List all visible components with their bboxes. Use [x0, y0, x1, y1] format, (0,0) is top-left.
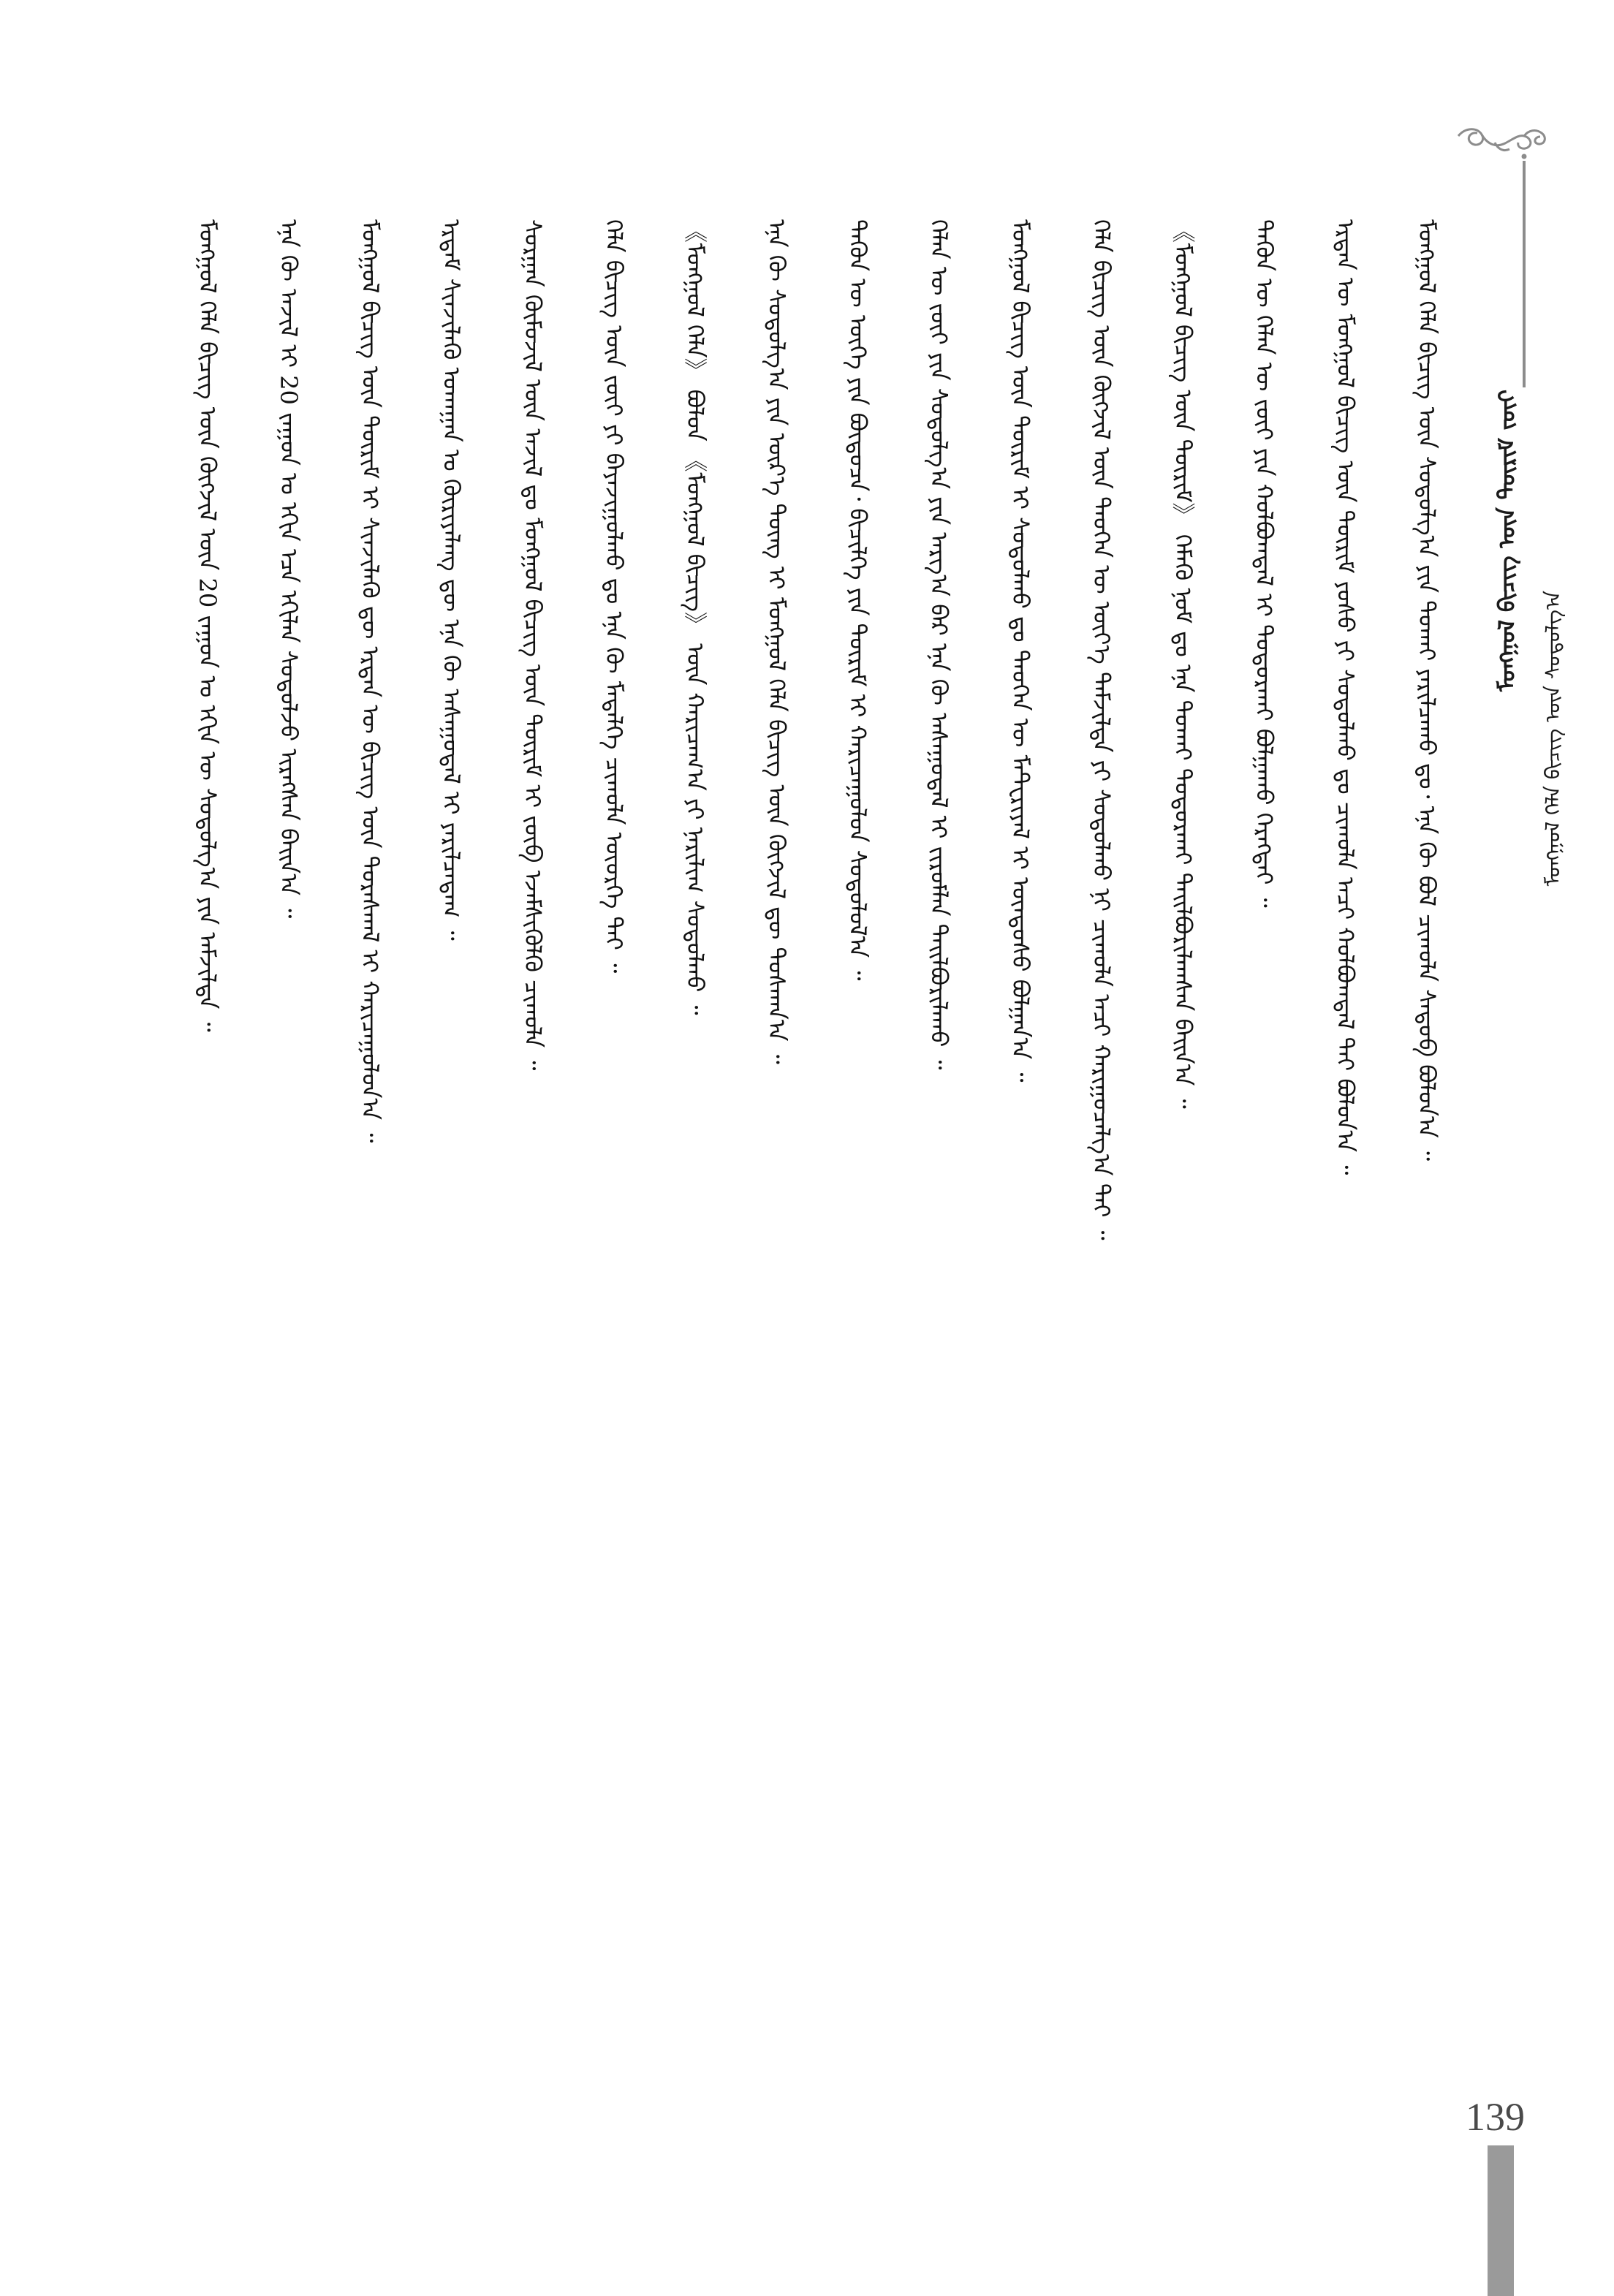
text-column: ᠮᠣᠩᠭᠣᠯ ᠬᠡᠯᠡ ᠪᠢᠴᠢᠭ᠌ ᠦᠨ ᠬᠥᠭᠵᠢᠯ ᠦᠨ 20 ᠵᠠᠭᠤᠨ ᠤ ᠡᠬᠢᠨ ᠦ ᠰᠤᠳᠤᠯᠭ᠎ᠠ ᠶᠢᠨ ᠠᠮᠵᠢᠯᠲᠠ ᠃	[194, 219, 221, 1032]
text-column: ᠡᠨᠡ ᠬᠦ ᠠᠵᠢᠯ ᠢ 20 ᠵᠠᠭᠤᠨ ᠤ ᠡᠬᠢᠨ ᠡᠴᠡ ᠡᠬᠢᠯᠡᠨ ᠰᠤᠳᠤᠯᠵᠤ ᠢᠷᠡᠭᠰᠡᠨ ᠪᠠᠢᠨ᠎ᠠ ᠃	[275, 219, 303, 919]
text-column: ᠮᠣᠩᠭᠣᠯ ᠪᠢᠴᠢᠭ᠌ ᠦᠨ ᠳᠦᠷᠢᠮ ᠢ ᠰᠢᠨᠵᠢᠯᠡᠬᠦ ᠳᠦ ᠡᠷᠲᠡᠨ ᠦ ᠪᠢᠴᠢᠭ᠌ ᠦᠨ ᠳᠤᠷᠠᠰᠬᠠᠯ ᠢ ᠬᠠᠷᠢᠴᠠᠭᠤᠯᠤᠨ᠎ᠠ ᠃	[356, 219, 384, 1143]
running-header	[1451, 123, 1575, 993]
text-column: ᠬᠡᠯᠡ ᠪᠢᠴᠢᠭ᠌ ᠦᠨ ᠬᠥᠭᠵᠢᠯ ᠦᠨ ᠲᠡᠦᠬᠡᠨ ᠦ ᠦᠶ᠎ᠡ ᠳᠠᠮᠵᠢᠯᠲᠠ ᠶᠢ ᠰᠤᠳᠤᠯᠬᠤ ᠨᠢ ᠴᠢᠬᠤᠯᠠ ᠠᠴᠢ ᠬᠠᠷᠢᠭᠤᠴᠠᠯᠭ᠎ᠠ ᠲᠠᠢ ᠃	[1088, 219, 1116, 1240]
page-number: 139	[1466, 2095, 1525, 2139]
text-column: ᠲᠡᠭᠦᠨ ᠦ ᠦᠭᠡ ᠶᠢᠨ ᠪᠦᠲᠦᠴᠡ᠂ ᠪᠢᠴᠢᠯᠭᠡ ᠶᠢᠨ ᠳᠦᠷᠢᠮ ᠢ ᠬᠠᠷᠢᠴᠠᠭᠤᠯᠤᠨ ᠰᠤᠳᠤᠯᠤᠯ᠎ᠠ ᠃	[844, 219, 872, 981]
body-text	[196, 219, 1439, 2186]
page-side-tab	[1488, 2145, 1514, 2296]
header-rule	[1523, 161, 1526, 387]
text-column: ᠮᠣᠩᠭᠣᠯ ᠬᠡᠯᠡ ᠪᠢᠴᠢᠭ᠌ ᠦᠨ ᠰᠤᠳᠤᠯᠭ᠎ᠠ ᠶᠢᠨ ᠲᠤᠬᠠᠢ ᠶᠠᠷᠢᠯᠴᠠᠬᠤ ᠳᠤ᠂ ᠡᠨᠡ ᠬᠦ ᠪᠣᠯ ᠴᠢᠬᠤᠯᠠ ᠰᠡᠳᠦᠪ ᠪᠣᠯᠤᠨ᠎ᠠ ᠃	[1412, 219, 1441, 1162]
text-column: ᠲᠡᠭᠦᠨ ᠦ ᠬᠡᠯᠡᠨ ᠦ ᠵᠦᠢ ᠶᠢᠨ ᠬᠣᠯᠪᠣᠭᠳᠠᠯ ᠢ ᠲᠣᠳᠣᠷᠬᠠᠢ ᠪᠣᠯᠭᠠᠬᠤ ᠬᠡᠷᠡᠭᠲᠡᠢ ᠃	[1250, 219, 1278, 908]
running-subtitle: ᠮᠣᠩᠭᠣᠯ ᠬᠡᠯᠡ ᠪᠢᠴᠢᠭ᠌ ᠦᠨ ᠰᠤᠳᠤᠯᠭ᠎ᠠ	[1541, 591, 1565, 887]
header-ornament-icon	[1451, 123, 1575, 174]
text-column: ᠮᠣᠩᠭᠣᠯ ᠪᠢᠴᠢᠭ᠌ ᠦᠨ ᠳᠦᠷᠢᠮ ᠢ ᠰᠤᠳᠤᠯᠬᠤ ᠳᠤ ᠲᠡᠦᠬᠡᠨ ᠦ ᠮᠠᠲ᠋ᠧᠷᠢᠶᠠᠯ ᠢ ᠦᠨᠳᠦᠰᠦ ᠪᠣᠯᠭᠠᠨ᠎ᠠ ᠃	[1006, 219, 1034, 1083]
text-column: 《ᠮᠣᠩᠭᠣᠯ ᠬᠡᠯᠡ》 ᠪᠣᠯᠤᠨ 《ᠮᠣᠩᠭᠣᠯ ᠪᠢᠴᠢᠭ᠌》 ᠦᠨ ᠬᠠᠷᠢᠴᠠᠭ᠎ᠠ ᠶᠢ ᠨᠠᠷᠢᠯᠢᠭ ᠰᠤᠳᠤᠯᠬᠤ ᠃	[681, 219, 710, 1015]
text-column: 《ᠮᠣᠩᠭᠣᠯ ᠪᠢᠴᠢᠭ᠌ ᠦᠨ ᠳᠦᠷᠢᠮ》 ᠬᠡᠮᠡᠬᠦ ᠨᠣᠮ ᠳᠤ ᠡᠨᠡ ᠲᠤᠬᠠᠢ ᠲᠣᠳᠣᠷᠬᠠᠢ ᠲᠠᠢᠯᠪᠤᠷᠢᠯᠠᠭᠰᠠᠨ ᠪᠠᠢᠨ᠎ᠠ ᠃	[1169, 219, 1197, 1109]
running-title: ᠮᠣᠩᠭᠣᠯ ᠪᠢᠴᠢᠭ᠌ ᠦᠨ ᠳᠦᠷᠢᠮ ᠵᠦᠢ	[1494, 390, 1520, 692]
text-column: ᠬᠡᠯᠡ ᠪᠢᠴᠢᠭ᠌ ᠦᠨ ᠵᠦᠢ ᠶᠢ ᠪᠠᠶᠠᠵᠢᠭᠤᠯᠬᠤ ᠳᠤ ᠡᠨᠡ ᠬᠦ ᠮᠡᠳᠡᠯᠭᠡ ᠴᠢᠬᠤᠯᠠ ᠦᠦᠷᠭᠡ ᠲᠡᠢ ᠃	[599, 219, 628, 974]
text-column: ᠰᠤᠷᠭᠠᠨ ᠬᠦᠮᠦᠵᠢᠯ ᠦᠨ ᠠᠵᠢᠯ ᠳᠤ ᠮᠣᠩᠭᠣᠯ ᠪᠢᠴᠢᠭ᠌ ᠦᠨ ᠳᠦᠷᠢᠮ ᠢ ᠵᠥᠪ ᠡᠵᠡᠮᠰᠢᠭᠦᠯᠬᠦ ᠴᠢᠬᠤᠯᠠ ᠃	[518, 219, 547, 1071]
text-column: ᠬᠡᠯᠡᠨ ᠦ ᠵᠦᠢ ᠶᠢᠨ ᠰᠤᠳᠤᠯᠭ᠎ᠠ ᠶᠢᠨ ᠠᠷᠭ᠎ᠠ ᠪᠠᠷ ᠡᠨᠡ ᠬᠦ ᠠᠰᠠᠭᠤᠳᠠᠯ ᠢ ᠵᠢᠷᠤᠮᠯᠠᠨ ᠲᠠᠢᠯᠪᠤᠷᠢᠯᠠᠬᠤ ᠃	[925, 219, 953, 1070]
text-column: ᠡᠷᠳᠡᠮ ᠰᠢᠨᠵᠢᠯᠡᠬᠦ ᠤᠬᠠᠭᠠᠨ ᠤ ᠬᠦᠷᠢᠶᠡᠯᠡᠩ ᠳᠦ ᠡᠨᠡ ᠬᠦ ᠠᠰᠠᠭᠤᠳᠠᠯ ᠢ ᠶᠠᠷᠢᠯᠴᠠᠳᠠᠭ ᠃	[437, 219, 466, 941]
text-column: ᠡᠷᠲᠡᠨ ᠦ ᠮᠣᠩᠭᠣᠯ ᠪᠢᠴᠢᠭ᠌ ᠦᠨ ᠳᠦᠷᠢᠮ ᠶᠣᠰᠤ ᠶᠢ ᠰᠤᠳᠤᠯᠬᠤ ᠳᠤ ᠴᠢᠬᠤᠯᠠ ᠠᠴᠢ ᠬᠤᠯᠪᠣᠭᠳᠠᠯ ᠲᠠᠢ ᠪᠣᠯᠤᠨ᠎ᠠ ᠃	[1331, 219, 1360, 1175]
text-column: ᠡᠨᠡ ᠬᠦ ᠰᠤᠳᠤᠯᠭ᠎ᠠ ᠶᠢᠨ ᠦᠷ᠎ᠡ ᠳᠦᠩ ᠢ ᠮᠣᠩᠭᠣᠯ ᠬᠡᠯᠡ ᠪᠢᠴᠢᠭ᠌ ᠦᠨ ᠬᠥᠭᠵᠢᠯ ᠳᠦ ᠲᠤᠰᠬᠠᠨ᠎ᠠ ᠃	[762, 219, 791, 1064]
